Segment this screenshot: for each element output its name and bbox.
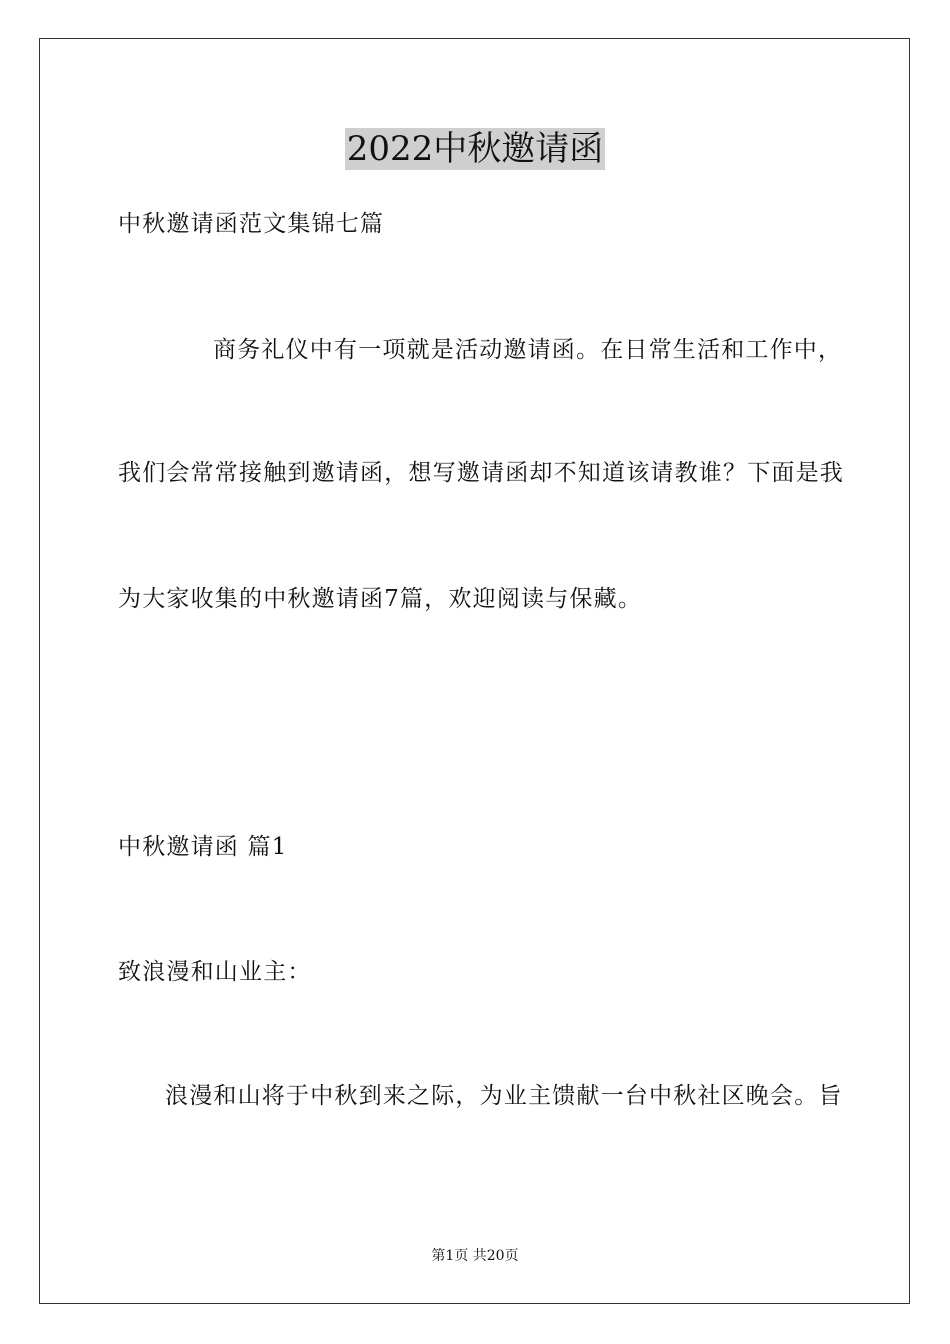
intro-paragraph-line-1: 商务礼仪中有一项就是活动邀请函。在日常生活和工作中， bbox=[213, 337, 843, 363]
section-heading: 中秋邀请函 篇1 bbox=[118, 834, 288, 860]
document-title: 2022中秋邀请函 bbox=[346, 129, 604, 169]
salutation: 致浪漫和山业主： bbox=[118, 959, 312, 985]
body-paragraph-line-1: 浪漫和山将于中秋到来之际，为业主馈献一台中秋社区晚会。旨 bbox=[165, 1083, 843, 1109]
document-subtitle: 中秋邀请函范文集锦七篇 bbox=[118, 211, 385, 237]
intro-paragraph-line-3: 为大家收集的中秋邀请函7篇，欢迎阅读与保藏。 bbox=[118, 586, 643, 612]
page-footer: 第1页 共20页 bbox=[431, 1248, 519, 1264]
intro-paragraph-line-2: 我们会常常接触到邀请函，想写邀请函却不知道该请教谁？下面是我 bbox=[118, 460, 844, 486]
document-title-wrapper bbox=[0, 128, 950, 170]
